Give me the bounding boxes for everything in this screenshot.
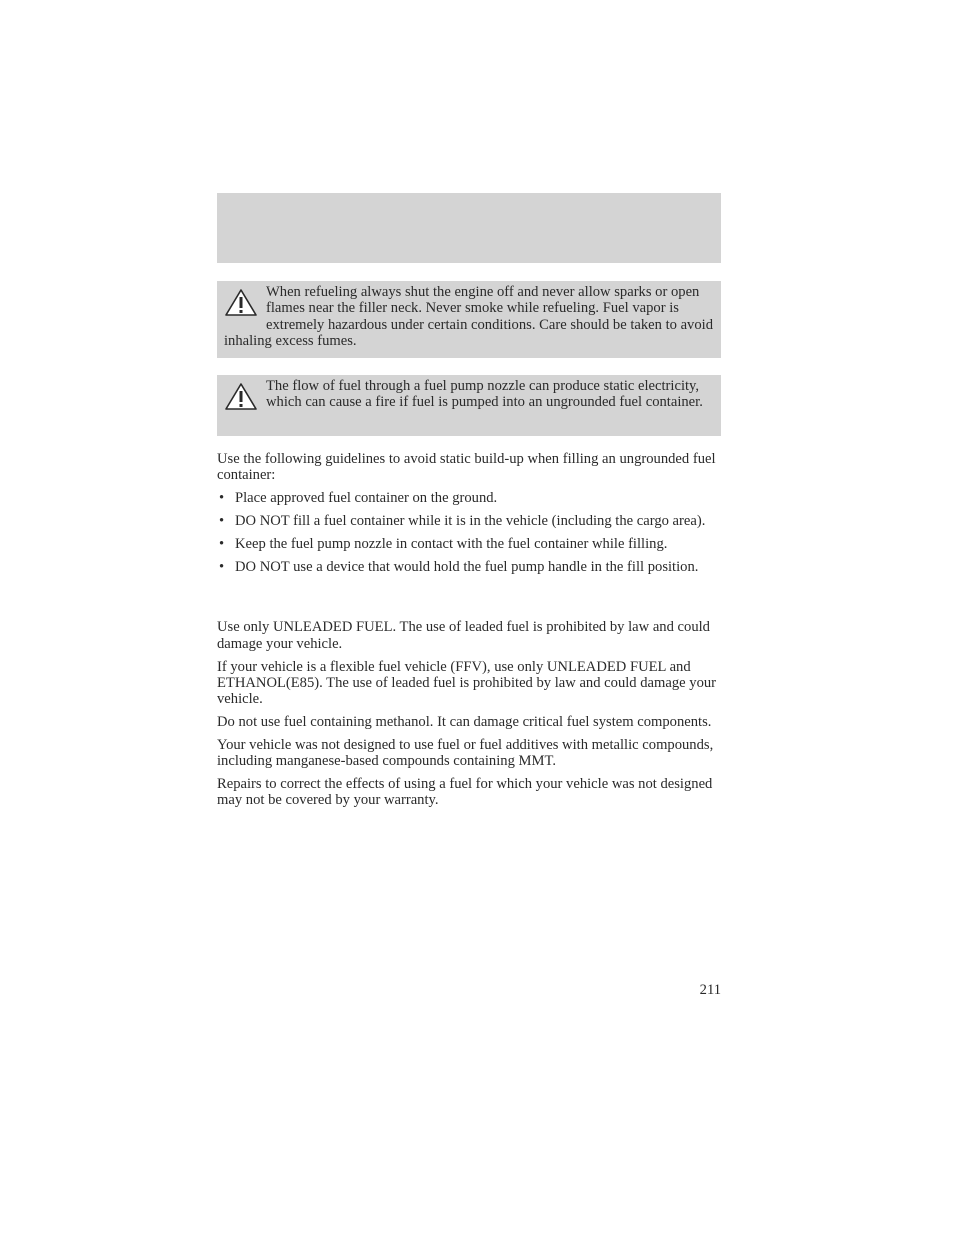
warning-box-static [217, 375, 721, 436]
warning-text: When refueling always shut the engine off and never allow sparks or open flames near the filler neck. Never smoke while refueling. Fuel vapor is extremely hazardous under certain conditions. Care should be taken to avoid inhaling excess fumes. [224, 284, 713, 349]
list-item [217, 536, 721, 552]
bullet-icon: • [219, 536, 225, 553]
guidelines-list [217, 490, 721, 576]
list-item [217, 513, 721, 529]
list-item [217, 490, 721, 506]
list-item-text: Place approved fuel container on the ground. [235, 490, 498, 507]
page-number: 211 [699, 982, 721, 998]
paragraph-methanol: Do not use fuel containing methanol. It can damage critical fuel system components. [217, 713, 712, 730]
paragraph-warranty: Repairs to correct the effects of using a fuel for which your vehicle was not designed may not be covered by your warranty. [217, 775, 713, 809]
warning-triangle-icon [224, 382, 258, 412]
warning-box-refueling [217, 281, 721, 358]
paragraph-ffv: If your vehicle is a flexible fuel vehicle (FFV), use only UNLEADED FUEL and ETHANOL(E85). The use of leaded fuel is prohibited by law and could damage your vehicle. [217, 658, 717, 708]
bullet-icon: • [219, 490, 225, 507]
warning-triangle-icon [224, 288, 258, 318]
section-spacer [217, 582, 721, 619]
bullet-icon: • [219, 513, 225, 530]
list-item-text: Keep the fuel pump nozzle in contact with the fuel container while filling. [235, 536, 668, 553]
warning-text: The flow of fuel through a fuel pump nozzle can produce static electricity, which can cause a fire if fuel is pumped into an ungrounded fuel container. [266, 378, 703, 411]
header-band [217, 193, 721, 263]
list-item-text: DO NOT fill a fuel container while it is in the vehicle (including the cargo area). [235, 513, 706, 530]
paragraph-unleaded: Use only UNLEADED FUEL. The use of leaded fuel is prohibited by law and could damage your vehicle. [217, 619, 710, 652]
body-content [217, 451, 721, 815]
list-item [217, 559, 721, 575]
guidelines-intro: Use the following guidelines to avoid static build-up when filling an ungrounded fuel container: [217, 451, 716, 484]
paragraph-metallic: Your vehicle was not designed to use fuel or fuel additives with metallic compounds, including manganese-based compounds containing MMT. [217, 736, 714, 770]
list-item-text: DO NOT use a device that would hold the fuel pump handle in the fill position. [235, 559, 699, 576]
bullet-icon: • [219, 559, 225, 576]
